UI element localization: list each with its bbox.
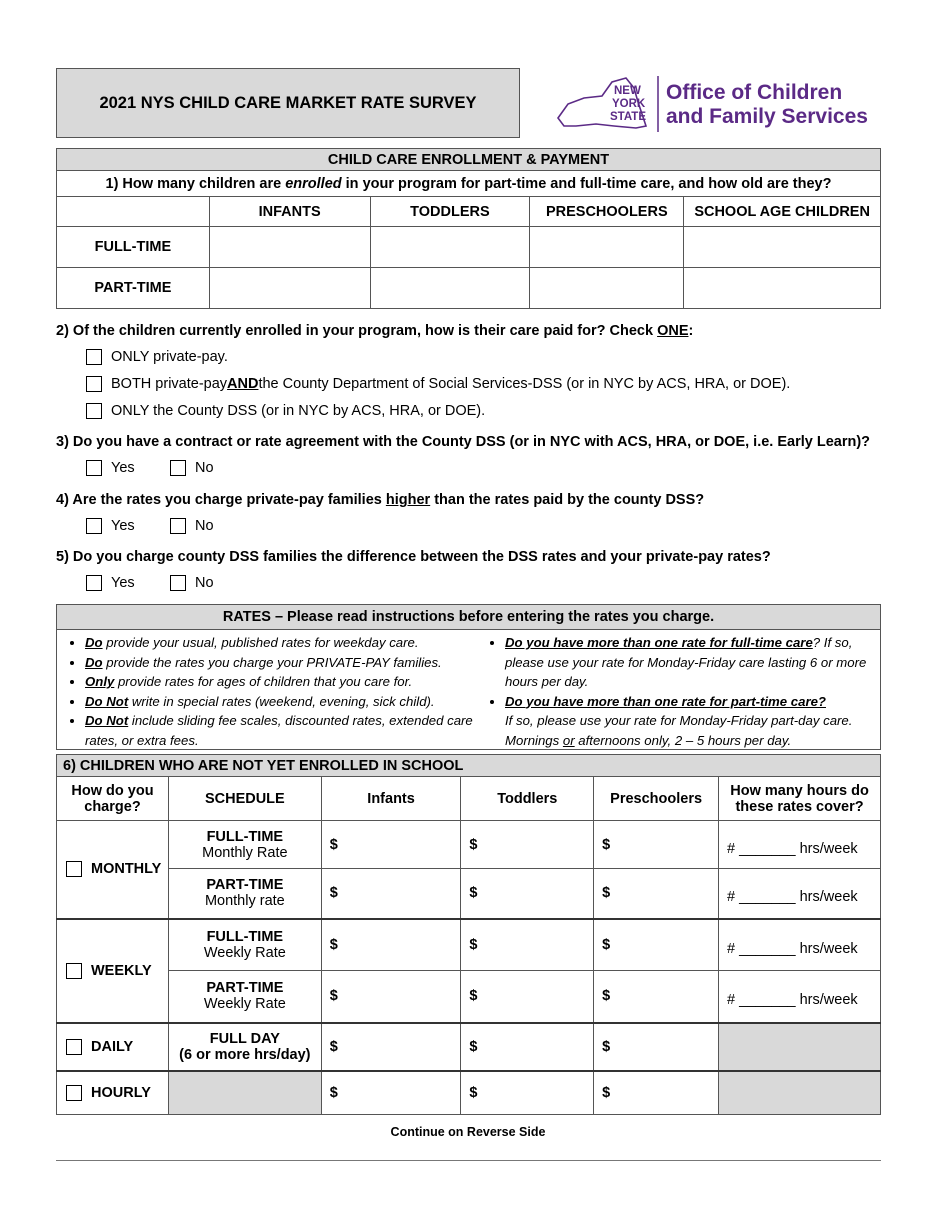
shaded-cell bbox=[719, 1071, 881, 1115]
rates-header: RATES – Please read instructions before entering the rates you charge. bbox=[56, 604, 881, 630]
instruction-item: • Do Not write in special rates (weekend, evening, sick child). bbox=[85, 692, 474, 712]
checkbox[interactable] bbox=[66, 963, 82, 979]
instruction-item: • Only provide rates for ages of children that you care for. bbox=[85, 672, 474, 692]
rate-field[interactable]: $ bbox=[461, 1071, 594, 1115]
rate-field[interactable]: $ bbox=[321, 1023, 461, 1071]
weekly-option: WEEKLY bbox=[57, 919, 169, 1023]
hourly-option: HOURLY bbox=[57, 1071, 169, 1115]
hours-field[interactable]: # _______ hrs/week bbox=[719, 821, 881, 869]
rate-field[interactable]: $ bbox=[461, 919, 594, 971]
checkbox[interactable] bbox=[86, 403, 102, 419]
instruction-item: • Do you have more than one rate for full-time care? If so, please use your rate for Monday-Friday care lasting 6 or more hours per day. bbox=[505, 633, 873, 692]
footer-rule bbox=[56, 1160, 881, 1161]
schedule-cell: FULL DAY (6 or more hrs/day) bbox=[168, 1023, 321, 1071]
rate-field[interactable]: $ bbox=[321, 919, 461, 971]
daily-option: DAILY bbox=[57, 1023, 169, 1071]
enrollment-band: CHILD CARE ENROLLMENT & PAYMENT bbox=[57, 149, 881, 171]
rate-field[interactable]: $ bbox=[594, 971, 719, 1023]
question-2: 2) Of the children currently enrolled in your program, how is their care paid for? Check ONE: bbox=[56, 323, 694, 339]
rate-field[interactable]: $ bbox=[321, 971, 461, 1023]
form-title: 2021 NYS CHILD CARE MARKET RATE SURVEY bbox=[56, 68, 520, 138]
rate-field[interactable]: $ bbox=[594, 1071, 719, 1115]
q3-yes: Yes bbox=[86, 460, 135, 476]
rate-field[interactable]: $ bbox=[461, 821, 594, 869]
pt-toddlers-field[interactable] bbox=[370, 268, 530, 309]
checkbox[interactable] bbox=[66, 861, 82, 877]
svg-text:STATE: STATE bbox=[610, 111, 646, 123]
q5-no: No bbox=[170, 575, 214, 591]
rates-table bbox=[56, 754, 881, 1115]
schedule-cell: PART-TIME Monthly rate bbox=[168, 869, 321, 919]
corner-cell bbox=[57, 197, 210, 227]
checkbox[interactable] bbox=[86, 575, 102, 591]
row-full-time: FULL-TIME bbox=[57, 227, 210, 268]
ft-toddlers-field[interactable] bbox=[370, 227, 530, 268]
shaded-cell bbox=[168, 1071, 321, 1115]
rate-field[interactable]: $ bbox=[461, 971, 594, 1023]
rate-field[interactable]: $ bbox=[461, 869, 594, 919]
rate-field[interactable]: $ bbox=[461, 1023, 594, 1071]
col-toddlers: TODDLERS bbox=[370, 197, 530, 227]
svg-text:Office of Children: Office of Children bbox=[666, 81, 843, 104]
instructions-right bbox=[489, 633, 873, 750]
rate-field[interactable]: $ bbox=[594, 869, 719, 919]
checkbox[interactable] bbox=[86, 376, 102, 392]
question-6-title: 6) CHILDREN WHO ARE NOT YET ENROLLED IN SCHOOL bbox=[57, 755, 881, 777]
svg-text:NEW: NEW bbox=[614, 85, 641, 97]
checkbox[interactable] bbox=[170, 518, 186, 534]
header-infants: Infants bbox=[321, 777, 461, 821]
checkbox[interactable] bbox=[170, 460, 186, 476]
schedule-cell: FULL-TIME Weekly Rate bbox=[168, 919, 321, 971]
rate-field[interactable]: $ bbox=[594, 919, 719, 971]
instruction-item: • Do provide your usual, published rates for weekday care. bbox=[85, 633, 474, 653]
q2-option-private-pay: ONLY private-pay. bbox=[86, 349, 228, 365]
pt-school-age-field[interactable] bbox=[684, 268, 881, 309]
enrollment-table bbox=[56, 148, 881, 309]
checkbox[interactable] bbox=[86, 460, 102, 476]
checkbox[interactable] bbox=[86, 518, 102, 534]
rate-field[interactable]: $ bbox=[594, 821, 719, 869]
header-charge: How do you charge? bbox=[57, 777, 169, 821]
col-infants: INFANTS bbox=[209, 197, 370, 227]
pt-infants-field[interactable] bbox=[209, 268, 370, 309]
rate-field[interactable]: $ bbox=[594, 1023, 719, 1071]
header-toddlers: Toddlers bbox=[461, 777, 594, 821]
checkbox[interactable] bbox=[66, 1085, 82, 1101]
ocfs-logo bbox=[556, 74, 876, 136]
q2-option-both: BOTH private-pay AND the County Department of Social Services-DSS (or in NYC by ACS, HRA, or DOE). bbox=[86, 376, 790, 392]
question-3: 3) Do you have a contract or rate agreement with the County DSS (or in NYC with ACS, HRA, or DOE, i.e. Early Learn)? bbox=[56, 434, 871, 450]
instruction-item: • Do you have more than one rate for part-time care? If so, please use your rate for Monday-Friday part-day care. Mornings or afternoons only, 2 – 5 hours per day. bbox=[505, 692, 873, 751]
rate-field[interactable]: $ bbox=[321, 869, 461, 919]
q3-no: No bbox=[170, 460, 214, 476]
q2-option-dss-only: ONLY the County DSS (or in NYC by ACS, HRA, or DOE). bbox=[86, 403, 485, 419]
rate-field[interactable]: $ bbox=[321, 1071, 461, 1115]
instruction-item: • Do Not include sliding fee scales, discounted rates, extended care rates, or extra fees. bbox=[85, 711, 474, 750]
shaded-cell bbox=[719, 1023, 881, 1071]
col-preschoolers: PRESCHOOLERS bbox=[530, 197, 684, 227]
q4-yes: Yes bbox=[86, 518, 135, 534]
schedule-cell: FULL-TIME Monthly Rate bbox=[168, 821, 321, 869]
header-schedule: SCHEDULE bbox=[168, 777, 321, 821]
ft-preschoolers-field[interactable] bbox=[530, 227, 684, 268]
col-school-age: SCHOOL AGE CHILDREN bbox=[684, 197, 881, 227]
svg-text:and Family Services: and Family Services bbox=[666, 105, 868, 128]
instruction-item: • Do provide the rates you charge your PRIVATE-PAY families. bbox=[85, 653, 474, 673]
question-5: 5) Do you charge county DSS families the difference between the DSS rates and your private-pay rates? bbox=[56, 549, 771, 565]
hours-field[interactable]: # _______ hrs/week bbox=[719, 971, 881, 1023]
rates-instructions bbox=[56, 629, 881, 750]
ft-school-age-field[interactable] bbox=[684, 227, 881, 268]
continue-note: Continue on Reverse Side bbox=[390, 1125, 546, 1139]
header-hours: How many hours do these rates cover? bbox=[719, 777, 881, 821]
instructions-left bbox=[69, 633, 474, 750]
checkbox[interactable] bbox=[170, 575, 186, 591]
question-4: 4) Are the rates you charge private-pay families higher than the rates paid by the county DSS? bbox=[56, 492, 705, 508]
pt-preschoolers-field[interactable] bbox=[530, 268, 684, 309]
ft-infants-field[interactable] bbox=[209, 227, 370, 268]
rate-field[interactable]: $ bbox=[321, 821, 461, 869]
q5-yes: Yes bbox=[86, 575, 135, 591]
hours-field[interactable]: # _______ hrs/week bbox=[719, 869, 881, 919]
monthly-option: MONTHLY bbox=[57, 821, 169, 919]
checkbox[interactable] bbox=[66, 1039, 82, 1055]
q4-no: No bbox=[170, 518, 214, 534]
question-1: 1) How many children are enrolled in your program for part-time and full-time care, and how old are they? bbox=[57, 171, 881, 197]
checkbox[interactable] bbox=[86, 349, 102, 365]
header-preschoolers: Preschoolers bbox=[594, 777, 719, 821]
hours-field[interactable]: # _______ hrs/week bbox=[719, 919, 881, 971]
row-part-time: PART-TIME bbox=[57, 268, 210, 309]
svg-text:YORK: YORK bbox=[612, 98, 646, 110]
schedule-cell: PART-TIME Weekly Rate bbox=[168, 971, 321, 1023]
